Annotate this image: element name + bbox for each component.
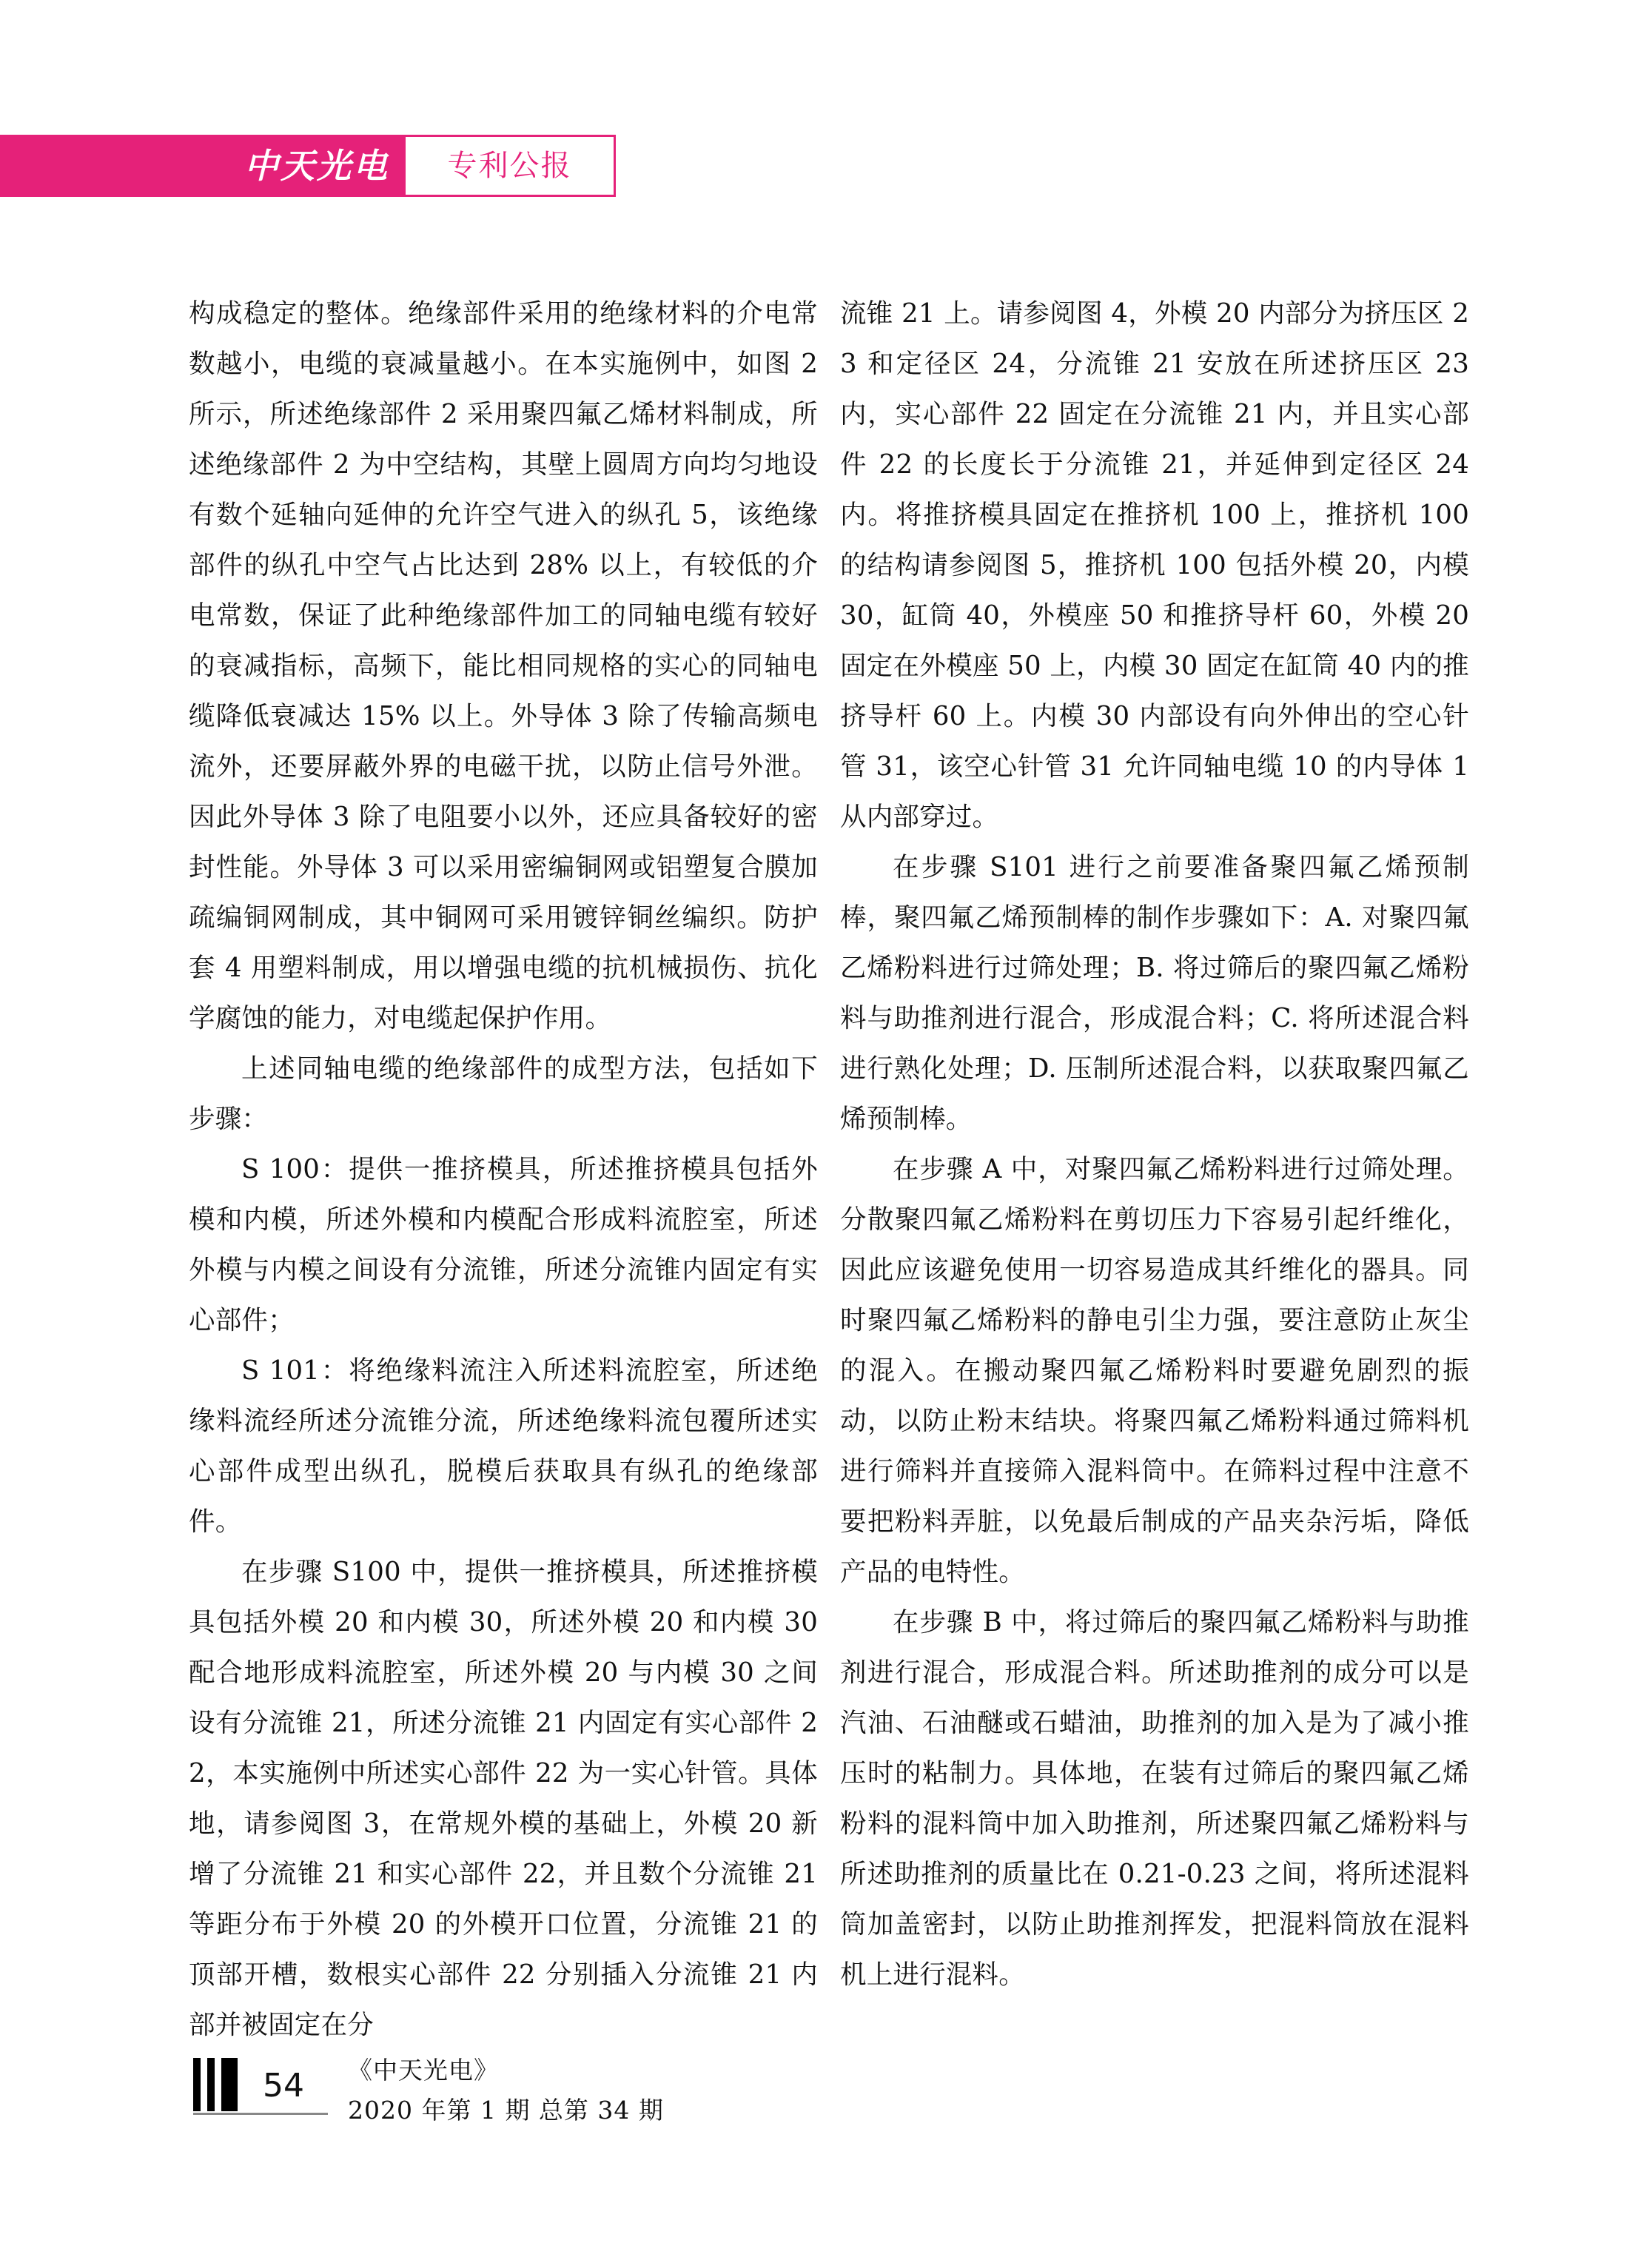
publisher-logo: 中天光电	[244, 146, 389, 186]
page-number: 54	[263, 2067, 304, 2105]
paragraph: 上述同轴电缆的绝缘部件的成型方法，包括如下步骤：	[189, 1053, 818, 1134]
paragraph: 在步骤 S101 进行之前要准备聚四氟乙烯预制棒，聚四氟乙烯预制棒的制作步骤如下：A. 对聚四氟乙烯粉料进行过筛处理；B. 将过筛后的聚四氟乙烯粉料与助推剂进行混合，形成混合料；C. 将所述混合料进行熟化处理；D. 压制所述混合料，以获取聚四氟乙烯预制棒。	[840, 852, 1469, 1134]
paragraph: 在步骤 S100 中，提供一推挤模具，所述推挤模具包括外模 20 和内模 30，所述外模 20 和内模 30 配合地形成料流腔室，所述外模 20 与内模 30 之间设有分流锥 21，所述分流锥 21 内固定有实心部件 22，本实施例中所述实心部件 22 为一实心针管。具体地，请参阅图 3，在常规外模的基础上，外模 20 新增了分流锥 21 和实心部件 22，并且数个分流锥 21 等距分布于外模 20 的外模开口位置，分流锥 21 的顶部开槽，数根实心部件 22 分别插入分流锥 21 内部并被固定在分	[189, 1557, 818, 2040]
text-column-left	[189, 289, 818, 2051]
footer-page-marker	[189, 2058, 329, 2126]
footer-bar-3	[221, 2058, 238, 2111]
paragraph-step-a: 在步骤 A 中，对聚四氟乙烯粉料进行过筛处理。分散聚四氟乙烯粉料在剪切压力下容易引起纤维化，因此应该避免使用一切容易造成其纤维化的器具。同时聚四氟乙烯粉料的静电引尘力强，要注意防止灰尘的混入。在搬动聚四氟乙烯粉料时要避免剧烈的振动，以防止粉末结块。将聚四氟乙烯粉料通过筛料机进行筛料并直接筛入混料筒中。在筛料过程中注意不要把粉料弄脏，以免最后制成的产品夹杂污垢，降低产品的电特性。	[840, 1154, 1469, 1587]
text-column-right	[840, 289, 1469, 2000]
section-tag-patent-bulletin	[403, 135, 616, 197]
paragraph-step-s101: S 101：将绝缘料流注入所述料流腔室，所述绝缘料流经所述分流锥分流，所述绝缘料流包覆所述实心部件成型出纵孔，脱模后获取具有纵孔的绝缘部件。	[189, 1355, 818, 1537]
section-tag-label: 专利公报	[447, 149, 572, 183]
paragraph: 构成稳定的整体。绝缘部件采用的绝缘材料的介电常数越小，电缆的衰减量越小。在本实施例中，如图 2 所示，所述绝缘部件 2 采用聚四氟乙烯材料制成，所述绝缘部件 2 为中空结构，其壁上圆周方向均匀地设有数个延轴向延伸的允许空气进入的纵孔 5，该绝缘部件的纵孔中空气占比达到 28% 以上，有较低的介电常数，保证了此种绝缘部件加工的同轴电缆有较好的衰减指标，高频下，能比相同规格的实心的同轴电缆降低衰减达 15% 以上。外导体 3 除了传输高频电流外，还要屏蔽外界的电磁干扰，以防止信号外泄。因此外导体 3 除了电阻要小以外，还应具备较好的密封性能。外导体 3 可以采用密编铜网或铝塑复合膜加疏编铜网制成，其中铜网可采用镀锌铜丝编织。防护套 4 用塑料制成，用以增强电缆的抗机械损伤、抗化学腐蚀的能力，对电缆起保护作用。	[189, 298, 818, 1033]
footer-bar-2	[207, 2058, 215, 2111]
footer-publication-info	[348, 2051, 792, 2130]
article-body	[0, 289, 1652, 2040]
paragraph-step-b: 在步骤 B 中，将过筛后的聚四氟乙烯粉料与助推剂进行混合，形成混合料。所述助推剂的成分可以是汽油、石油醚或石蜡油，助推剂的加入是为了减小推压时的粘制力。具体地，在装有过筛后的聚四氟乙烯粉料的混料筒中加入助推剂，所述聚四氟乙烯粉料与所述助推剂的质量比在 0.21-0.23 之间，将所述混料筒加盖密封，以防止助推剂挥发，把混料筒放在混料机上进行混料。	[840, 1607, 1469, 1990]
issue-info: 2020 年第 1 期 总第 34 期	[348, 2096, 664, 2125]
journal-name: 《中天光电》	[348, 2056, 499, 2085]
header-accent-bar	[0, 135, 409, 197]
footer-bar-1	[193, 2058, 201, 2111]
footer-bars-decoration	[193, 2058, 238, 2111]
page-header	[0, 135, 616, 197]
paragraph: 流锥 21 上。请参阅图 4，外模 20 内部分为挤压区 23 和定径区 24，分流锥 21 安放在所述挤压区 23 内，实心部件 22 固定在分流锥 21 内，并且实心部件 22 的长度长于分流锥 21，并延伸到定径区 24 内。将推挤模具固定在推挤机 100 上，推挤机 100 的结构请参阅图 5，推挤机 100 包括外模 20，内模 30，缸筒 40，外模座 50 和推挤导杆 60，外模 20 固定在外模座 50 上，内模 30 固定在缸筒 40 内的推挤导杆 60 上。内模 30 内部设有向外伸出的空心针管 31，该空心针管 31 允许同轴电缆 10 的内导体 1 从内部穿过。	[840, 298, 1469, 832]
paragraph-step-s100: S 100：提供一推挤模具，所述推挤模具包括外模和内模，所述外模和内模配合形成料流腔室，所述外模与内模之间设有分流锥，所述分流锥内固定有实心部件；	[189, 1154, 818, 1335]
footer-rule	[193, 2113, 328, 2115]
page-footer	[189, 2051, 855, 2154]
